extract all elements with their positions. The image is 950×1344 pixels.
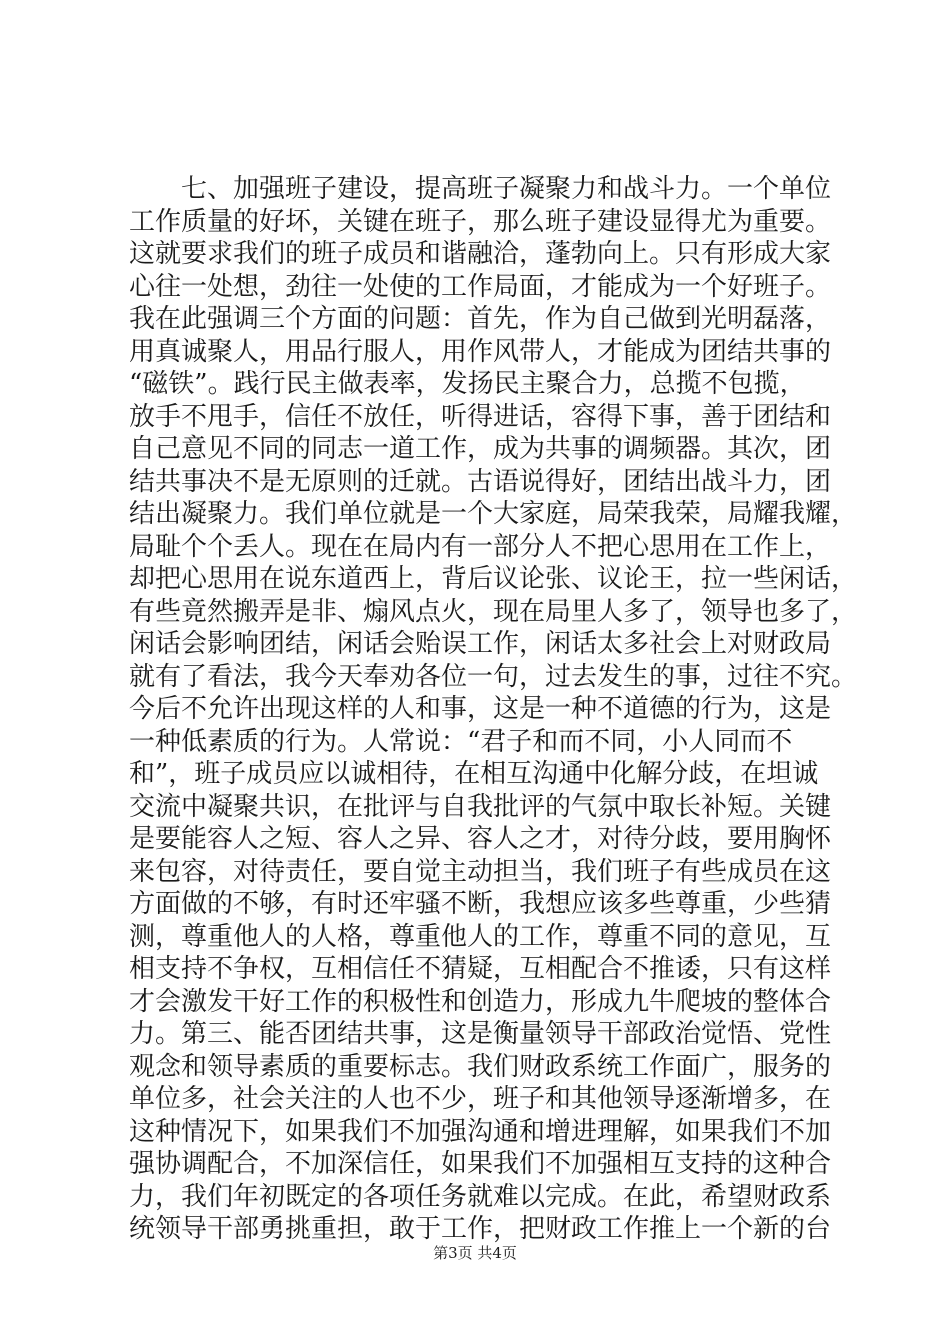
- text-line: 力，我们年初既定的各项任务就难以完成。在此，希望财政系: [129, 1181, 832, 1212]
- page-number-label: 第3页 共4页: [433, 1244, 517, 1262]
- text-line: 力。第三、能否团结共事，这是衡量领导干部政治觉悟、党性: [129, 1019, 832, 1049]
- text-line: 一种低素质的行为。人常说：“君子和而不同，小人同而不: [129, 726, 793, 757]
- text-line: 单位多，社会关注的人也不少，班子和其他领导逐渐增多，在: [129, 1084, 832, 1114]
- text-line: 七、加强班子建设，提高班子凝聚力和战斗力。一个单位: [181, 174, 832, 204]
- text-line: 我在此强调三个方面的问题：首先，作为自己做到光明磊落，: [129, 304, 832, 334]
- page-footer: [0, 1242, 950, 1263]
- text-line: 结共事决不是无原则的迁就。古语说得好，团结出战斗力，团: [129, 466, 832, 497]
- text-line: 强协调配合，不加深信任，如果我们不加强相互支持的这种合: [129, 1149, 832, 1179]
- text-line: 用真诚聚人，用品行服人，用作风带人，才能成为团结共事的: [129, 336, 832, 367]
- text-line: 局耻个个丢人。现在在局内有一部分人不把心思用在工作上，: [129, 531, 832, 562]
- text-line: 相支持不争权，互相信任不猜疑，互相配合不推诿，只有这样: [129, 954, 832, 984]
- text-line: 来包容，对待责任，要自觉主动担当，我们班子有些成员在这: [129, 856, 832, 887]
- body-paragraph: [129, 173, 858, 1246]
- text-line: 和”，班子成员应以诚相待，在相互沟通中化解分歧，在坦诚: [129, 759, 819, 789]
- text-line: 今后不允许出现这样的人和事，这是一种不道德的行为，这是: [129, 694, 832, 724]
- text-line: 自己意见不同的同志一道工作，成为共事的调频器。其次，团: [129, 434, 832, 464]
- text-line: 这就要求我们的班子成员和谐融洽，蓬勃向上。只有形成大家: [129, 239, 832, 269]
- text-line: 这种情况下，如果我们不加强沟通和增进理解，如果我们不加: [129, 1116, 832, 1147]
- text-line: 心往一处想，劲往一处使的工作局面，才能成为一个好班子。: [129, 271, 832, 302]
- text-line: 放手不甩手，信任不放任，听得进话，容得下事，善于团结和: [129, 401, 832, 432]
- text-line: 方面做的不够，有时还牢骚不断，我想应该多些尊重，少些猜: [129, 889, 832, 919]
- text-line: 观念和领导素质的重要标志。我们财政系统工作面广，服务的: [129, 1051, 832, 1082]
- text-line: 闲话会影响团结，闲话会贻误工作，闲话太多社会上对财政局: [129, 629, 832, 659]
- text-line: 有些竟然搬弄是非、煽风点火，现在局里人多了，领导也多了，: [129, 596, 858, 627]
- text-line: 交流中凝聚共识，在批评与自我批评的气氛中取长补短。关键: [129, 791, 832, 822]
- text-line: 测，尊重他人的人格，尊重他人的工作，尊重不同的意见，互: [129, 921, 832, 952]
- text-line: 统领导干部勇挑重担，敢于工作，把财政工作推上一个新的台: [129, 1214, 832, 1244]
- text-line: “磁铁”。践行民主做表率，发扬民主聚合力，总揽不包揽，: [129, 369, 806, 399]
- text-line: 却把心思用在说东道西上，背后议论张、议论王，拉一些闲话，: [129, 564, 858, 594]
- text-line: 工作质量的好坏，关键在班子，那么班子建设显得尤为重要。: [129, 206, 832, 237]
- text-line: 是要能容人之短、容人之异、容人之才，对待分歧，要用胸怀: [129, 824, 832, 854]
- text-line: 就有了看法，我今天奉劝各位一句，过去发生的事，过往不究。: [129, 661, 858, 692]
- text-line: 结出凝聚力。我们单位就是一个大家庭，局荣我荣，局耀我耀，: [129, 499, 858, 529]
- text-line: 才会激发干好工作的积极性和创造力，形成九牛爬坡的整体合: [129, 986, 832, 1017]
